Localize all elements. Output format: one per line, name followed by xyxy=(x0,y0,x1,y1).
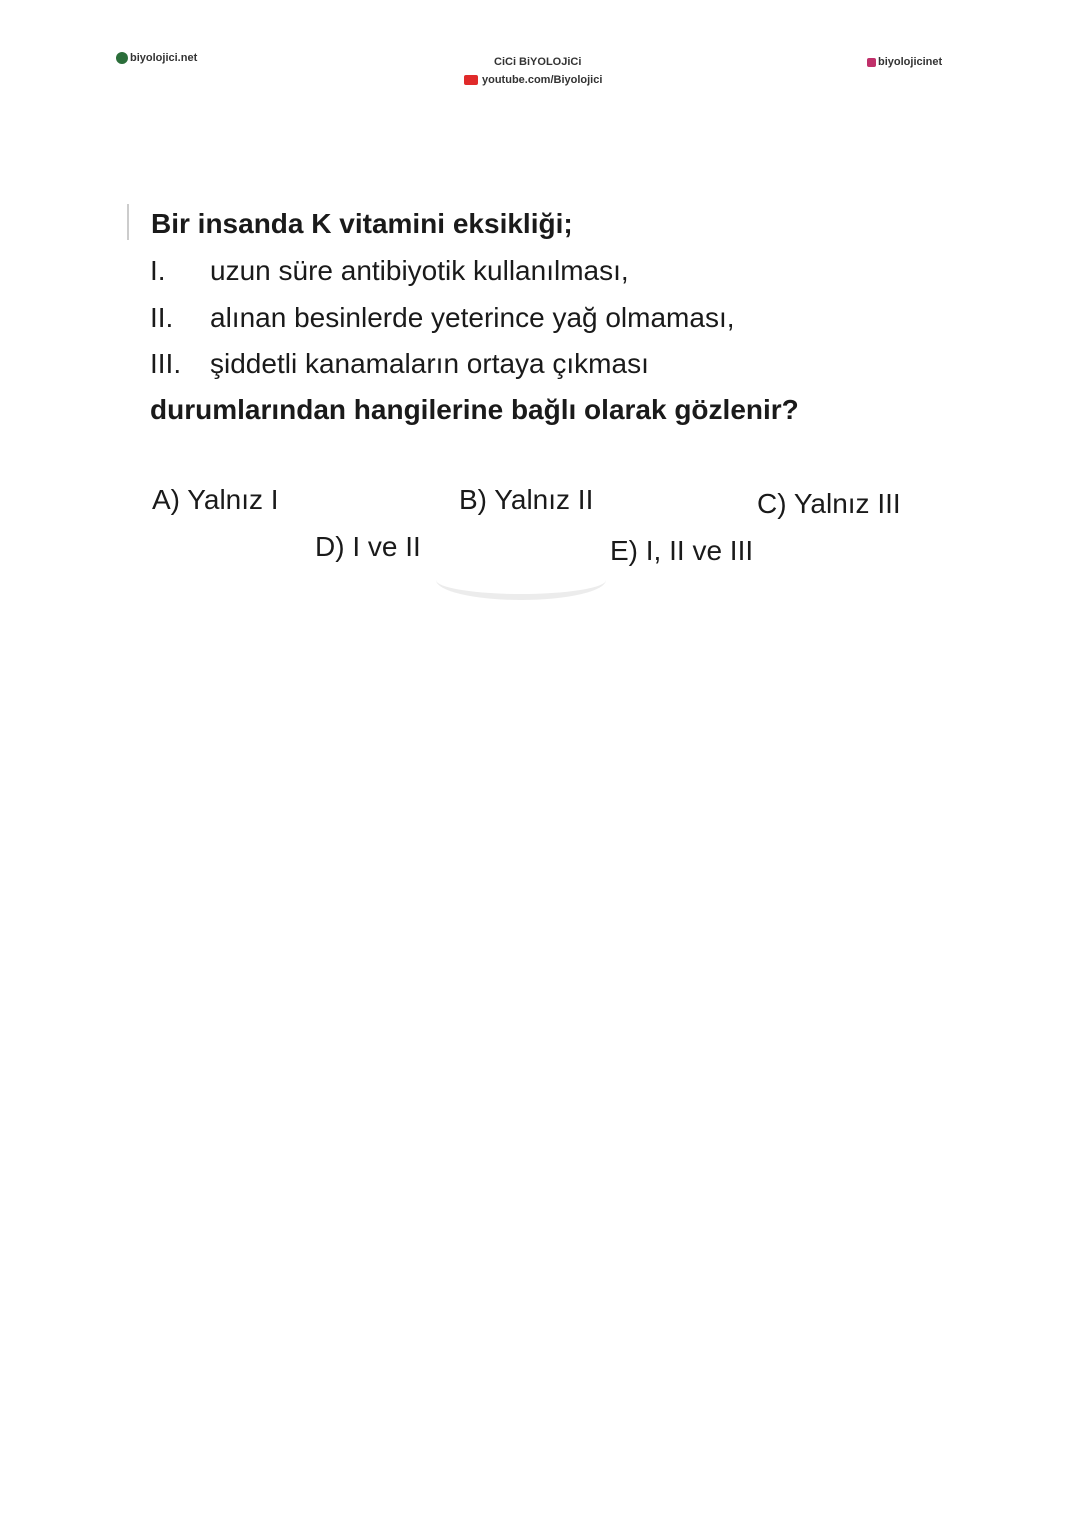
header-center-link xyxy=(464,74,602,86)
header-right-text: biyolojicinet xyxy=(878,56,943,68)
option-a[interactable]: A) Yalnız I xyxy=(152,484,279,515)
globe-icon xyxy=(116,52,128,64)
question-item xyxy=(150,348,649,380)
item-number: I. xyxy=(150,255,166,286)
instagram-icon xyxy=(867,58,876,67)
youtube-icon xyxy=(464,75,478,85)
item-number: III. xyxy=(150,348,182,379)
margin-line xyxy=(127,204,129,240)
question-item xyxy=(150,302,735,334)
item-text: alınan besinlerde yeterince yağ olmaması, xyxy=(210,302,735,333)
item-number: II. xyxy=(150,302,174,333)
header-left xyxy=(116,52,197,64)
option-c[interactable]: C) Yalnız III xyxy=(757,488,901,519)
option-e[interactable]: E) I, II ve III xyxy=(610,535,754,566)
option-d[interactable]: D) I ve II xyxy=(315,531,421,562)
youtube-link-text: youtube.com/Biyolojici xyxy=(482,74,603,86)
header-center-title: CiCi BiYOLOJiCi xyxy=(494,56,582,68)
header-right xyxy=(867,56,942,68)
question-prompt: durumlarından hangilerine bağlı olarak gözlenir? xyxy=(150,394,799,425)
header-left-text: biyolojici.net xyxy=(130,52,198,64)
item-text: uzun süre antibiyotik kullanılması, xyxy=(210,255,629,286)
scan-artifact xyxy=(436,560,606,600)
item-text: şiddetli kanamaların ortaya çıkması xyxy=(210,348,649,379)
option-b[interactable]: B) Yalnız II xyxy=(459,484,594,515)
question-item xyxy=(150,255,629,287)
question-stem: Bir insanda K vitamini eksikliği; xyxy=(151,208,573,239)
